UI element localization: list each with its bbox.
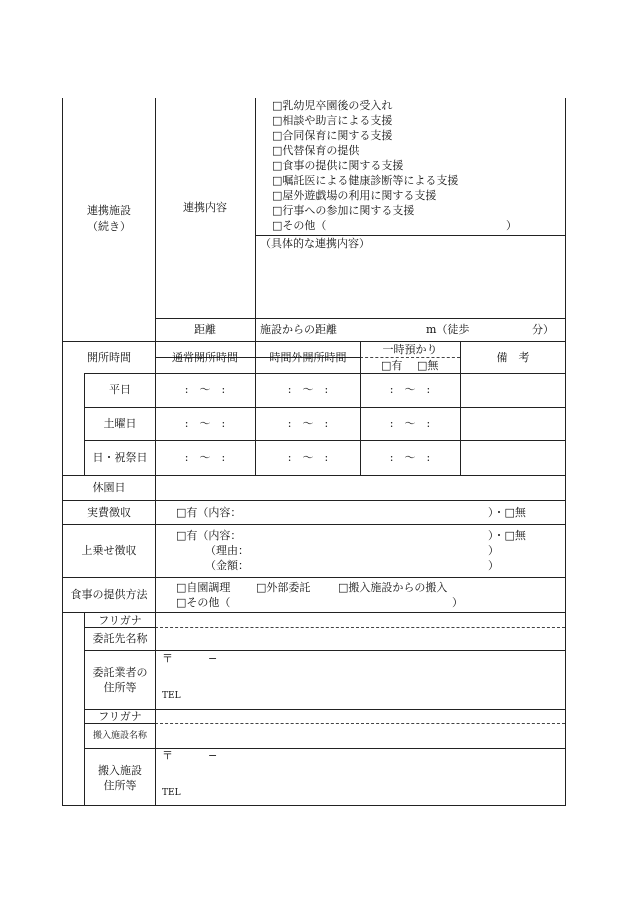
uwanose-line2: （理由： (205, 544, 249, 557)
renkei-content-label: 連携内容 (183, 201, 227, 214)
temp-no[interactable]: □無 (417, 359, 439, 372)
row-holiday: 日・祝祭日 (92, 451, 148, 464)
time-cell[interactable]: : 〜 : (389, 417, 431, 430)
time-cell[interactable]: : 〜 : (287, 451, 329, 464)
itaku-addr-label-2: 住所等 (103, 681, 137, 694)
hours-label: 開所時間 (87, 351, 131, 364)
uwanose-line3: （金額： (205, 559, 249, 572)
col-extra: 時間外開所時間 (269, 351, 347, 364)
grid-line (155, 627, 565, 628)
hannyu-tel: TEL (162, 788, 181, 798)
grid-line (62, 475, 566, 476)
check-item[interactable]: □嘱託医による健康診断等による支援 (272, 174, 459, 187)
itaku-postal-dash: − (208, 652, 218, 665)
uwanose-tail2: ） (488, 544, 499, 557)
other-close: ） (506, 219, 517, 232)
jippi-option[interactable]: □有（内容： (176, 506, 242, 519)
hannyu-addr-label-2: 住所等 (103, 779, 137, 792)
meal-opt-other[interactable]: □その他（ (176, 596, 231, 609)
renkei-label: 連携施設 (87, 204, 131, 217)
col-note: 備 考 (496, 351, 530, 364)
meal-opt-outsource[interactable]: □外部委託 (256, 581, 311, 594)
time-cell[interactable]: : 〜 : (184, 451, 226, 464)
closed-label: 休園日 (92, 481, 126, 494)
check-item[interactable]: □屋外遊戯場の利用に関する支援 (272, 189, 437, 202)
row-saturday: 土曜日 (103, 417, 137, 430)
meal-opt-self[interactable]: □自園調理 (176, 581, 231, 594)
grid-line (62, 577, 566, 578)
time-cell[interactable]: : 〜 : (389, 383, 431, 396)
jippi-label: 実費徴収 (87, 506, 131, 519)
grid-line (84, 373, 566, 374)
time-cell[interactable]: : 〜 : (287, 383, 329, 396)
distance-unit: m（徒歩 (426, 323, 470, 336)
uwanose-label: 上乗せ徴収 (81, 544, 137, 557)
itaku-tel: TEL (162, 691, 181, 701)
hannyu-postal-dash: − (208, 749, 218, 762)
distance-minutes: 分） (532, 323, 554, 336)
check-item[interactable]: □食事の提供に関する支援 (272, 159, 404, 172)
grid-line (155, 723, 565, 724)
grid-line (62, 500, 566, 501)
grid-line (84, 748, 566, 749)
time-cell[interactable]: : 〜 : (287, 417, 329, 430)
bottom-border (62, 805, 566, 806)
meal-opt-delivery[interactable]: □搬入施設からの搬入 (338, 581, 448, 594)
grid-line (84, 407, 566, 408)
row-weekday: 平日 (109, 383, 131, 396)
grid-line (84, 650, 566, 651)
renkei-label-cont: （続き） (87, 220, 131, 233)
distance-prefix: 施設からの距離 (260, 323, 337, 336)
hannyu-name-label: 搬入施設名称 (92, 731, 147, 741)
grid-line (360, 357, 460, 358)
furigana-label-2: フリガナ (98, 710, 142, 723)
time-cell[interactable]: : 〜 : (184, 383, 226, 396)
check-item[interactable]: □代替保育の提供 (272, 144, 360, 157)
itaku-name-label: 委託先名称 (92, 632, 148, 645)
check-item[interactable]: □行事への参加に関する支援 (272, 204, 415, 217)
uwanose-tail3: ） (488, 559, 499, 572)
itaku-addr-label: 委託業者の (92, 666, 148, 679)
distance-label: 距離 (194, 323, 216, 336)
specific-label: （具体的な連携内容） (260, 237, 370, 250)
grid-line (255, 98, 256, 341)
grid-line (62, 341, 566, 342)
grid-line (84, 709, 566, 710)
col-normal: 通常開所時間 (172, 351, 238, 364)
time-cell[interactable]: : 〜 : (184, 417, 226, 430)
check-item[interactable]: □合同保育に関する支援 (272, 129, 393, 142)
uwanose-tail1[interactable]: ）・□無 (488, 529, 526, 542)
right-border (565, 98, 566, 805)
jippi-tail[interactable]: ）・□無 (488, 506, 526, 519)
time-cell[interactable]: : 〜 : (389, 451, 431, 464)
check-item-other[interactable]: □その他（ (272, 219, 327, 232)
hannyu-postal: 〒 (162, 749, 173, 762)
hannyu-addr-label: 搬入施設 (98, 764, 142, 777)
meal-label: 食事の提供方法 (70, 588, 148, 601)
itaku-postal: 〒 (162, 652, 173, 665)
grid-line (62, 524, 566, 525)
check-item[interactable]: □乳幼児卒園後の受入れ (272, 99, 393, 112)
check-item[interactable]: □相談や助言による支援 (272, 114, 393, 127)
grid-line (84, 440, 566, 441)
furigana-label: フリガナ (98, 614, 142, 627)
temp-yes[interactable]: □有 (381, 359, 403, 372)
uwanose-line1[interactable]: □有（内容： (176, 529, 242, 542)
col-temp: 一時預かり (382, 343, 438, 356)
grid-line (155, 318, 565, 319)
meal-opt-other-close: ） (452, 596, 463, 609)
